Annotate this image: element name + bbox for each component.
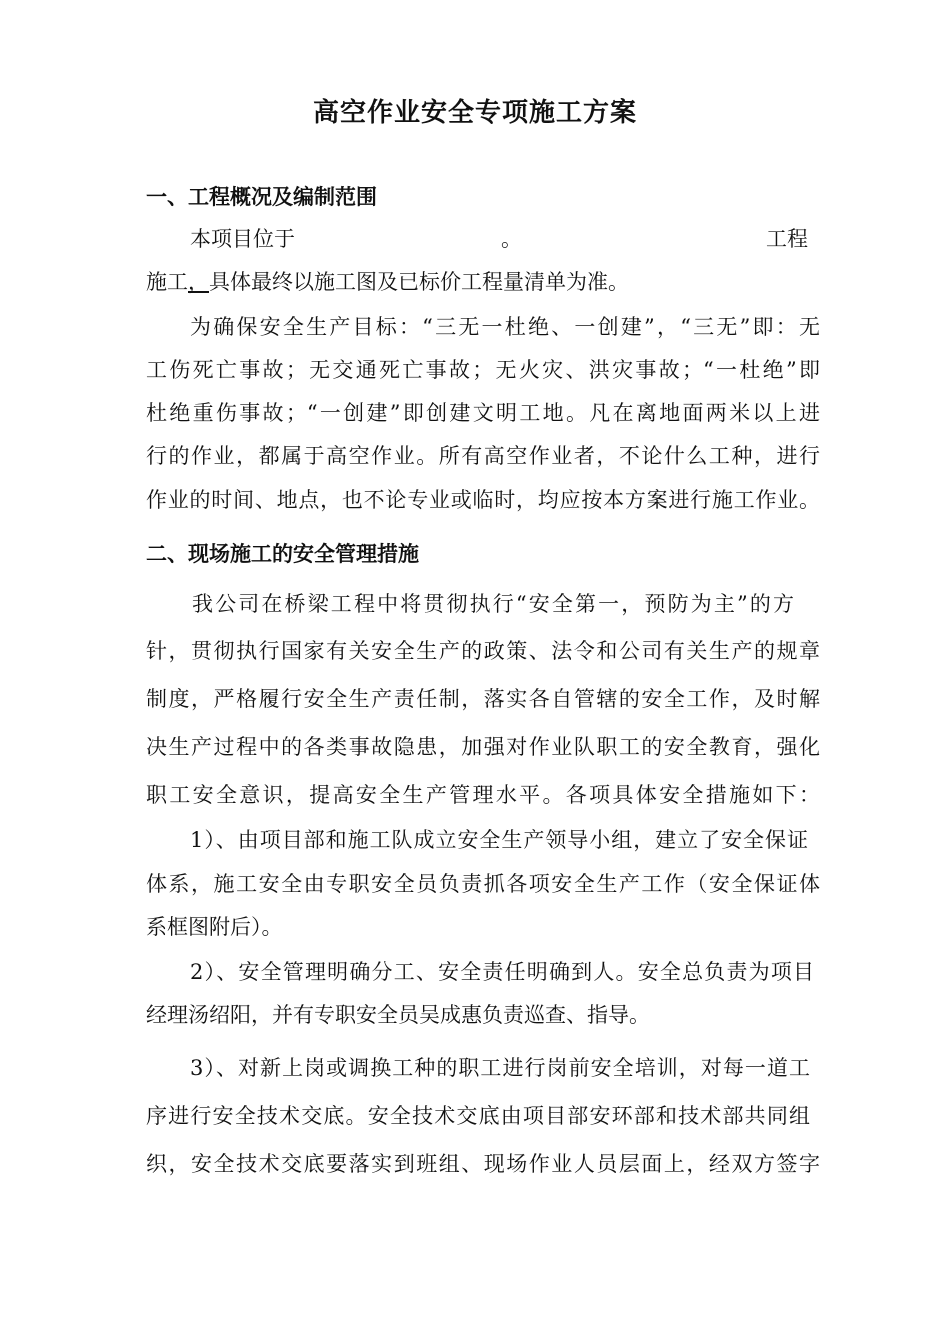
section-2-item-2-line: 2）、安全管理明确分工、安全责任明确到人。安全总负责为项目 bbox=[190, 960, 814, 984]
section-2-para-1-line: 决生产过程中的各类事故隐患，加强对作业队职工的安全教育，强化 bbox=[146, 735, 820, 759]
text-fragment: ， bbox=[188, 270, 209, 294]
section-2-para-1-line: 职工安全意识，提高安全生产管理水平。各项具体安全措施如下： bbox=[146, 783, 820, 807]
section-2-item-3-line: 序进行安全技术交底。安全技术交底由项目部安环部和技术部共同组 bbox=[146, 1104, 810, 1128]
document-title: 高空作业安全专项施工方案 bbox=[312, 98, 637, 128]
section-2-para-1-line: 制度，严格履行安全生产责任制，落实各自管辖的安全工作，及时解 bbox=[146, 687, 820, 711]
section-2-para-1-line: 我公司在桥梁工程中将贯彻执行“安全第一，预防为主”的方 bbox=[192, 592, 794, 616]
section-1-para-2-line: 杜绝重伤事故；“一创建”即创建文明工地。凡在离地面两米以上进 bbox=[146, 401, 820, 425]
section-2-item-3-line: 织，安全技术交底要落实到班组、现场作业人员层面上，经双方签字 bbox=[146, 1152, 820, 1176]
text-fragment: 具体最终以施工图及已标价工程量清单为准。 bbox=[209, 270, 629, 294]
section-2-item-1-line: 1）、由项目部和施工队成立安全生产领导小组，建立了安全保证 bbox=[190, 828, 808, 852]
section-1-heading: 一、工程概况及编制范围 bbox=[146, 184, 377, 209]
text-fragment: 本项目位于 bbox=[190, 227, 295, 251]
section-2-item-3-line: 3）、对新上岗或调换工种的职工进行岗前安全培训，对每一道工 bbox=[190, 1056, 810, 1080]
section-2-para-1-line: 针，贯彻执行国家有关安全生产的政策、法令和公司有关生产的规章 bbox=[146, 639, 820, 663]
section-1-para-2-line: 为确保安全生产目标：“三无一杜绝、一创建”，“三无”即：无 bbox=[190, 315, 820, 339]
text-fragment: 。 bbox=[501, 227, 522, 251]
section-2-heading: 二、现场施工的安全管理措施 bbox=[146, 541, 419, 566]
section-2-item-2-line: 经理汤绍阳，并有专职安全员吴成惠负责巡查、指导。 bbox=[146, 1003, 650, 1027]
section-1-para-2-line: 行的作业，都属于高空作业。所有高空作业者，不论什么工种，进行 bbox=[146, 444, 820, 468]
section-2-item-1-line: 体系，施工安全由专职安全员负责抓各项安全生产工作（安全保证体 bbox=[146, 872, 820, 896]
section-1-para-1-line-1 bbox=[190, 225, 820, 253]
section-1-para-2-line: 作业的时间、地点，也不论专业或临时，均应按本方案进行施工作业。 bbox=[146, 488, 820, 512]
text-fragment: 工程 bbox=[766, 227, 808, 251]
section-1-para-2-line: 工伤死亡事故；无交通死亡事故；无火灾、洪灾事故；“一杜绝”即 bbox=[146, 358, 820, 382]
section-1-para-1-line-2 bbox=[146, 268, 629, 296]
text-fragment: 施工 bbox=[146, 270, 188, 294]
section-2-item-1-line: 系框图附后）。 bbox=[146, 915, 283, 939]
